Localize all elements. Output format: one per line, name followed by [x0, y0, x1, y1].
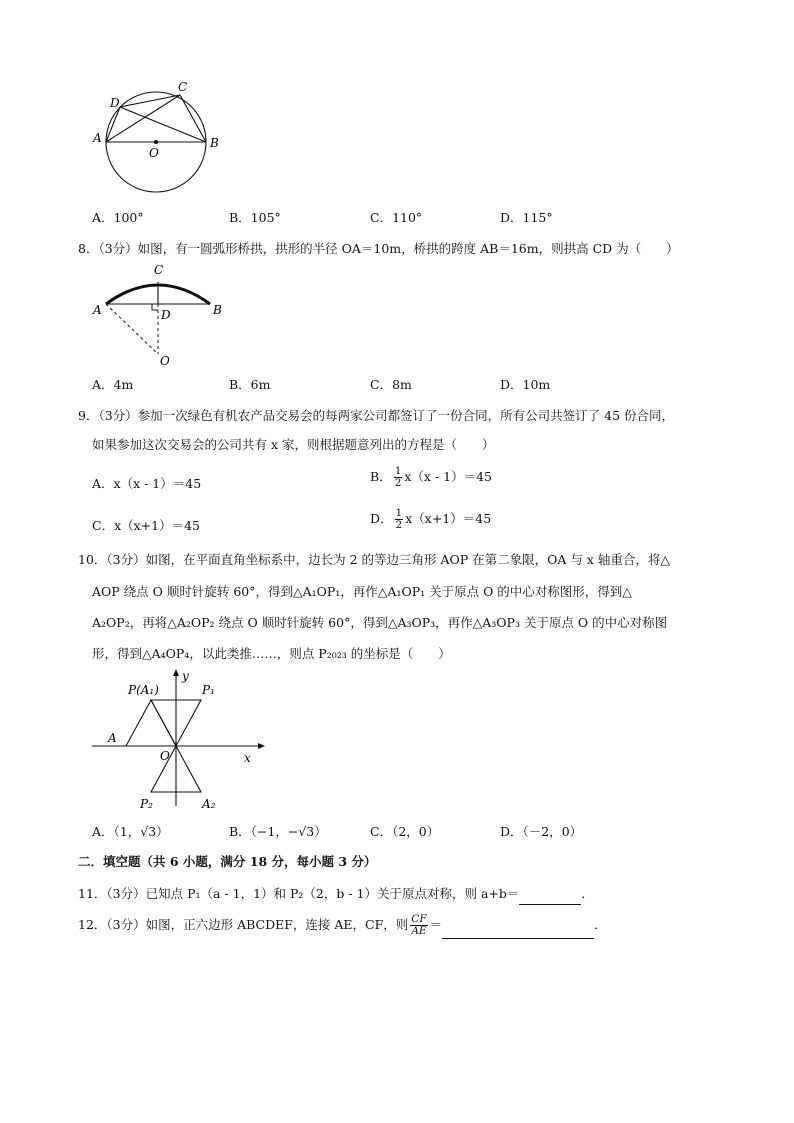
frac-num: 1	[395, 507, 403, 519]
q8-stem: 8．（3分）如图，有一圆弧形桥拱，拱形的半径 OA＝10m，桥拱的跨度 AB＝16m，则拱高 CD 为（ ）	[78, 241, 679, 256]
frac-den: 2	[394, 477, 402, 489]
q9-option-c: C．x（x+1）＝45	[92, 518, 200, 533]
label-p2: P₂	[140, 797, 153, 811]
label-a: A	[93, 303, 102, 317]
q8-option-b: B．6m	[229, 377, 271, 392]
q12-end: ．	[594, 917, 607, 932]
q9-option-d	[370, 508, 491, 531]
q11-stem: 11．（3分）已知点 P₁（a - 1，1）和 P₂（2，b - 1）关于原点对称，则 a+b＝	[78, 886, 520, 901]
frac-den: AE	[411, 925, 427, 937]
label-d: D	[161, 308, 171, 322]
label-c: C	[178, 80, 188, 94]
q10-option-b: B．（−1，−√3）	[229, 824, 327, 839]
q11-answer-blank[interactable]	[519, 888, 581, 905]
segment-ao-dashed	[106, 304, 158, 354]
fraction-half	[394, 466, 403, 489]
q7-option-d: D．115°	[500, 210, 553, 225]
q12-question	[78, 914, 607, 939]
fraction-half	[395, 508, 404, 531]
center-dot	[154, 140, 158, 144]
q10-coordinate-figure	[92, 666, 272, 816]
right-angle-mark	[152, 304, 158, 310]
q9-stem-line1: 9．（3分）参加一次绿色有机农产品交易会的每两家公司都签订了一份合同，所有公司共签订了 45 份合同，	[78, 408, 675, 423]
q7-option-b: B．105°	[229, 210, 281, 225]
option-d-rest: x（x+1）＝45	[405, 511, 492, 526]
q8-option-c: C．8m	[370, 377, 412, 392]
label-a2: A₂	[202, 797, 216, 811]
q10-option-c: C．（2，0）	[370, 824, 440, 839]
label-a: A	[108, 731, 117, 745]
label-p1: P₁	[202, 683, 215, 697]
q7-circle-figure	[88, 74, 228, 194]
label-a: A	[93, 131, 102, 145]
frac-den: 2	[395, 519, 403, 531]
frac-num: 1	[394, 465, 402, 477]
section-title: 二．填空题（共 6 小题，满分 18 分，每小题 3 分）	[78, 854, 377, 869]
label-o: O	[160, 354, 170, 368]
label-c: C	[154, 263, 164, 277]
q9-option-a: A．x（x - 1）＝45	[92, 476, 202, 491]
label-d: D	[110, 96, 120, 110]
label-b: B	[210, 136, 219, 150]
y-axis-arrow	[173, 669, 179, 676]
q10-line1: 10．（3分）如图，在平面直角坐标系中，边长为 2 的等边三角形 AOP 在第二象限，OA 与 x 轴重合，将△	[78, 552, 671, 567]
label-x: x	[244, 751, 251, 765]
option-b-rest: x（x - 1）＝45	[404, 469, 493, 484]
q10-line4: 形，得到△A₄OP₄，以此类推……，则点 P₂₀₂₃ 的坐标是（ ）	[92, 646, 451, 661]
fraction-cf-ae	[410, 914, 427, 937]
label-o: O	[149, 146, 159, 160]
q12-answer-blank[interactable]	[442, 916, 594, 939]
q10-line2: AOP 绕点 O 顺时针旋转 60°，得到△A₁OP₁，再作△A₁OP₁ 关于原点 O 的中心对称图形，得到△	[92, 584, 632, 599]
q8-option-d: D．10m	[500, 377, 551, 392]
q8-bridge-figure	[88, 262, 238, 370]
q10-option-a: A．（1，√3）	[92, 824, 169, 839]
frac-num: CF	[411, 913, 427, 925]
line-c-b	[180, 95, 206, 142]
triangle-aop	[126, 700, 176, 746]
option-b-prefix: B．	[370, 469, 392, 484]
q12-eq: ＝	[429, 917, 443, 932]
q12-stem: 12．（3分）如图，正六边形 ABCDEF，连接 AE，CF，则	[78, 917, 409, 932]
q10-option-d: D．（－2，0）	[500, 824, 583, 839]
option-d-prefix: D．	[370, 511, 393, 526]
q7-option-a: A．100°	[92, 210, 144, 225]
label-b: B	[213, 303, 222, 317]
q9-option-b	[370, 466, 492, 489]
q11-end: ．	[581, 886, 594, 901]
label-y: y	[182, 669, 189, 683]
x-axis-arrow	[258, 743, 265, 749]
q9-stem-line2: 如果参加这次交易会的公司共有 x 家，则根据题意列出的方程是（ ）	[92, 437, 495, 452]
line-a-d	[106, 107, 120, 142]
q10-line3: A₂OP₂，再将△A₂OP₂ 绕点 O 顺时针旋转 60°，得到△A₃OP₃，再作△A₃OP₃ 关于原点 O 的中心对称图	[92, 615, 668, 630]
q11-question	[78, 886, 594, 905]
label-o: O	[160, 749, 170, 763]
q7-option-c: C．110°	[370, 210, 423, 225]
q8-option-a: A．4m	[92, 377, 134, 392]
label-p-a1: P(A₁)	[128, 683, 159, 697]
